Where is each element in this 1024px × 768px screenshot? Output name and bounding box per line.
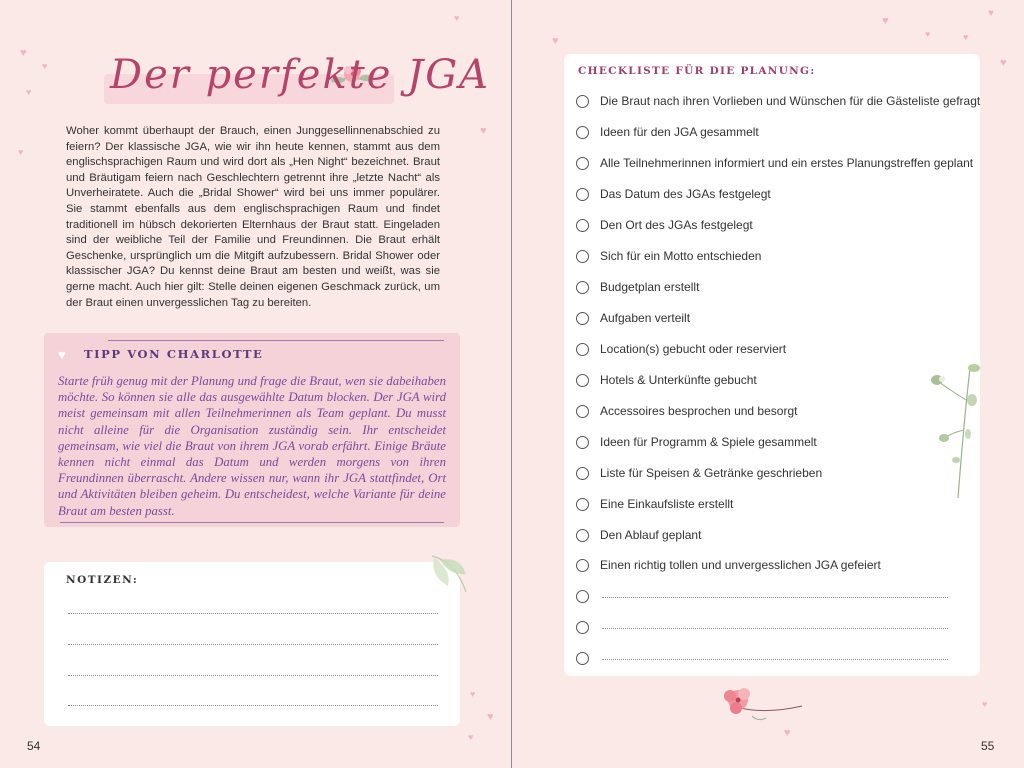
- checklist-item-label: Das Datum des JGAs festgelegt: [600, 187, 771, 201]
- heart-icon: ♥: [982, 699, 988, 709]
- checklist-item[interactable]: [576, 280, 976, 298]
- checkbox[interactable]: [576, 436, 589, 449]
- checklist-item[interactable]: [576, 528, 976, 546]
- checklist-item[interactable]: [576, 187, 976, 205]
- checklist-item[interactable]: [576, 125, 976, 143]
- checklist-item[interactable]: [576, 558, 976, 576]
- checklist-item-label: Eine Einkaufsliste erstellt: [600, 497, 734, 511]
- checklist-item-label: Location(s) gebucht oder reserviert: [600, 342, 787, 356]
- page-title-area: [96, 44, 491, 108]
- notes-line[interactable]: [68, 613, 438, 614]
- heart-icon: ♥: [784, 727, 791, 739]
- checklist-item-label: Den Ablauf geplant: [600, 528, 702, 542]
- checkbox[interactable]: [576, 219, 589, 232]
- heart-icon: ♥: [487, 711, 494, 723]
- checklist-item-label: Aufgaben verteilt: [600, 311, 691, 325]
- checklist-item[interactable]: [576, 311, 976, 329]
- checkbox[interactable]: [576, 559, 589, 572]
- intro-paragraph: Woher kommt überhaupt der Brauch, einen Junggesellinnenabschied zu feiern? Der klassische JGA, wie wir ihn heute kennen, stammt aus dem englischsprachigen Raum und wird dort als „Hen Night“ bezeichnet. Braut und Bräutigam feiern nach Geschlechtern getrennt ihre „letzte Nacht“ als Unverheiratete. Auch die „Bridal Shower“ wird bei uns immer populärer. Sie stammt ebenfalls aus dem englischsprachigen Raum und findet traditionell im hübsch dekorierten Elternhaus der Braut statt. Eingeladen sind der weibliche Teil der Familie und Freundinnen. Die Braut erhält Geschenke, ursprünglich um die Mitgift aufzubessern. Bridal Shower oder klassischer JGA? Du kennst deine Braut am besten und weißt, was sie gerne macht. Auch hier gilt: Stelle deinen eigenen Geschmack zurück, um der Braut einen unvergesslichen Tag zu bereiten.: [66, 125, 440, 309]
- page-number: 54: [27, 739, 41, 753]
- heart-icon: ♥: [963, 32, 969, 42]
- checkbox[interactable]: [576, 590, 589, 603]
- checklist-blank-item[interactable]: [576, 620, 976, 638]
- checkbox[interactable]: [576, 126, 589, 139]
- checklist-item[interactable]: [576, 497, 976, 515]
- checkbox[interactable]: [576, 467, 589, 480]
- checklist-item-label: Ideen für Programm & Spiele gesammelt: [600, 435, 817, 449]
- checklist-item-label: Einen richtig tollen und unvergesslichen JGA gefeiert: [600, 558, 881, 572]
- flower-icon: [718, 684, 808, 728]
- checklist-item[interactable]: [576, 404, 976, 422]
- checklist-item-label: Hotels & Unterkünfte gebucht: [600, 373, 757, 387]
- blank-line[interactable]: [602, 597, 948, 598]
- heart-icon: ♥: [26, 87, 32, 97]
- heart-icon: ♥: [552, 35, 559, 47]
- checklist-item[interactable]: [576, 435, 976, 453]
- heart-icon: ♥: [58, 347, 66, 362]
- checklist-item-label: Die Braut nach ihren Vorlieben und Wünschen für die Gästeliste gefragt: [600, 94, 981, 108]
- heart-icon: ♥: [1000, 57, 1007, 69]
- leaf-icon: [426, 552, 474, 600]
- checklist-item[interactable]: [576, 156, 976, 174]
- notes-line[interactable]: [68, 675, 438, 676]
- checklist-item[interactable]: [576, 218, 976, 236]
- checklist-item-label: Budgetplan erstellt: [600, 280, 700, 294]
- blank-line[interactable]: [602, 659, 948, 660]
- wildflower-icon: [928, 360, 984, 500]
- notes-box: [44, 562, 460, 726]
- checkbox[interactable]: [576, 250, 589, 263]
- heart-icon: ♥: [20, 47, 27, 59]
- checkbox[interactable]: [576, 374, 589, 387]
- checklist-item-label: Alle Teilnehmerinnen informiert und ein erstes Planungstreffen geplant: [600, 156, 974, 170]
- checklist-item[interactable]: [576, 249, 976, 267]
- checkbox[interactable]: [576, 157, 589, 170]
- checkbox[interactable]: [576, 188, 589, 201]
- left-page: [0, 0, 511, 768]
- checklist-blank-item[interactable]: [576, 651, 976, 669]
- checkbox[interactable]: [576, 405, 589, 418]
- heart-icon: ♥: [468, 732, 474, 742]
- heart-icon: ♥: [42, 61, 48, 71]
- checklist-item-label: Ideen für den JGA gesammelt: [600, 125, 759, 139]
- checkbox[interactable]: [576, 312, 589, 325]
- tip-text: Starte früh genug mit der Planung und frage die Braut, wen sie dabeihaben möchte. So können sie alle das ausgewählte Datum blocken. Der JGA wird meist gemeinsam mit allen Teilnehmerinnen als Team geplant. Du musst nicht alleine für die Organisation zuständig sein. Ihr entscheidet gemeinsam, wie viel die Braut von ihrem JGA vorab erfährt. Einige Bräute kennen nicht einmal das Datum und werden morgens von ihren Freundinnen überrascht. Andere wissen nur, wann ihr JGA stattfindet, Ort und Aktivitäten bleiben geheim. Du entscheidest, welche Variante für deine Braut am besten passt.: [58, 374, 446, 518]
- tip-title: TIPP VON CHARLOTTE: [84, 347, 264, 361]
- blank-line[interactable]: [602, 628, 948, 629]
- checklist-blank-item[interactable]: [576, 589, 976, 607]
- heart-icon: ♥: [18, 147, 24, 157]
- notes-line[interactable]: [68, 705, 438, 706]
- checklist-item[interactable]: [576, 94, 981, 112]
- checkbox[interactable]: [576, 498, 589, 511]
- checklist-title: CHECKLISTE FÜR DIE PLANUNG:: [578, 65, 816, 77]
- divider: [60, 522, 444, 523]
- checkbox[interactable]: [576, 529, 589, 542]
- checkbox[interactable]: [576, 95, 589, 108]
- heart-icon: ♥: [470, 689, 476, 699]
- checkbox[interactable]: [576, 621, 589, 634]
- checkbox[interactable]: [576, 281, 589, 294]
- checklist-item-label: Den Ort des JGAs festgelegt: [600, 218, 753, 232]
- checkbox[interactable]: [576, 652, 589, 665]
- notes-title: NOTIZEN:: [66, 574, 139, 586]
- page-title: Der perfekte JGA: [110, 52, 491, 98]
- tip-box: [44, 333, 460, 527]
- divider: [108, 340, 444, 341]
- page-number: 55: [981, 739, 995, 753]
- checklist-item-label: Sich für ein Motto entschieden: [600, 249, 762, 263]
- heart-icon: ♥: [988, 8, 994, 19]
- notes-line[interactable]: [68, 644, 438, 645]
- heart-icon: ♥: [480, 125, 487, 137]
- checklist-item[interactable]: [576, 466, 976, 484]
- checkbox[interactable]: [576, 343, 589, 356]
- heart-icon: ♥: [454, 13, 460, 23]
- checklist-item-label: Accessoires besprochen und besorgt: [600, 404, 798, 418]
- checklist-box: [564, 54, 980, 676]
- heart-icon: ♥: [925, 29, 931, 39]
- checklist-item-label: Liste für Speisen & Getränke geschrieben: [600, 466, 823, 480]
- heart-icon: ♥: [882, 15, 889, 27]
- checklist-item[interactable]: [576, 342, 976, 360]
- checklist-item[interactable]: [576, 373, 976, 391]
